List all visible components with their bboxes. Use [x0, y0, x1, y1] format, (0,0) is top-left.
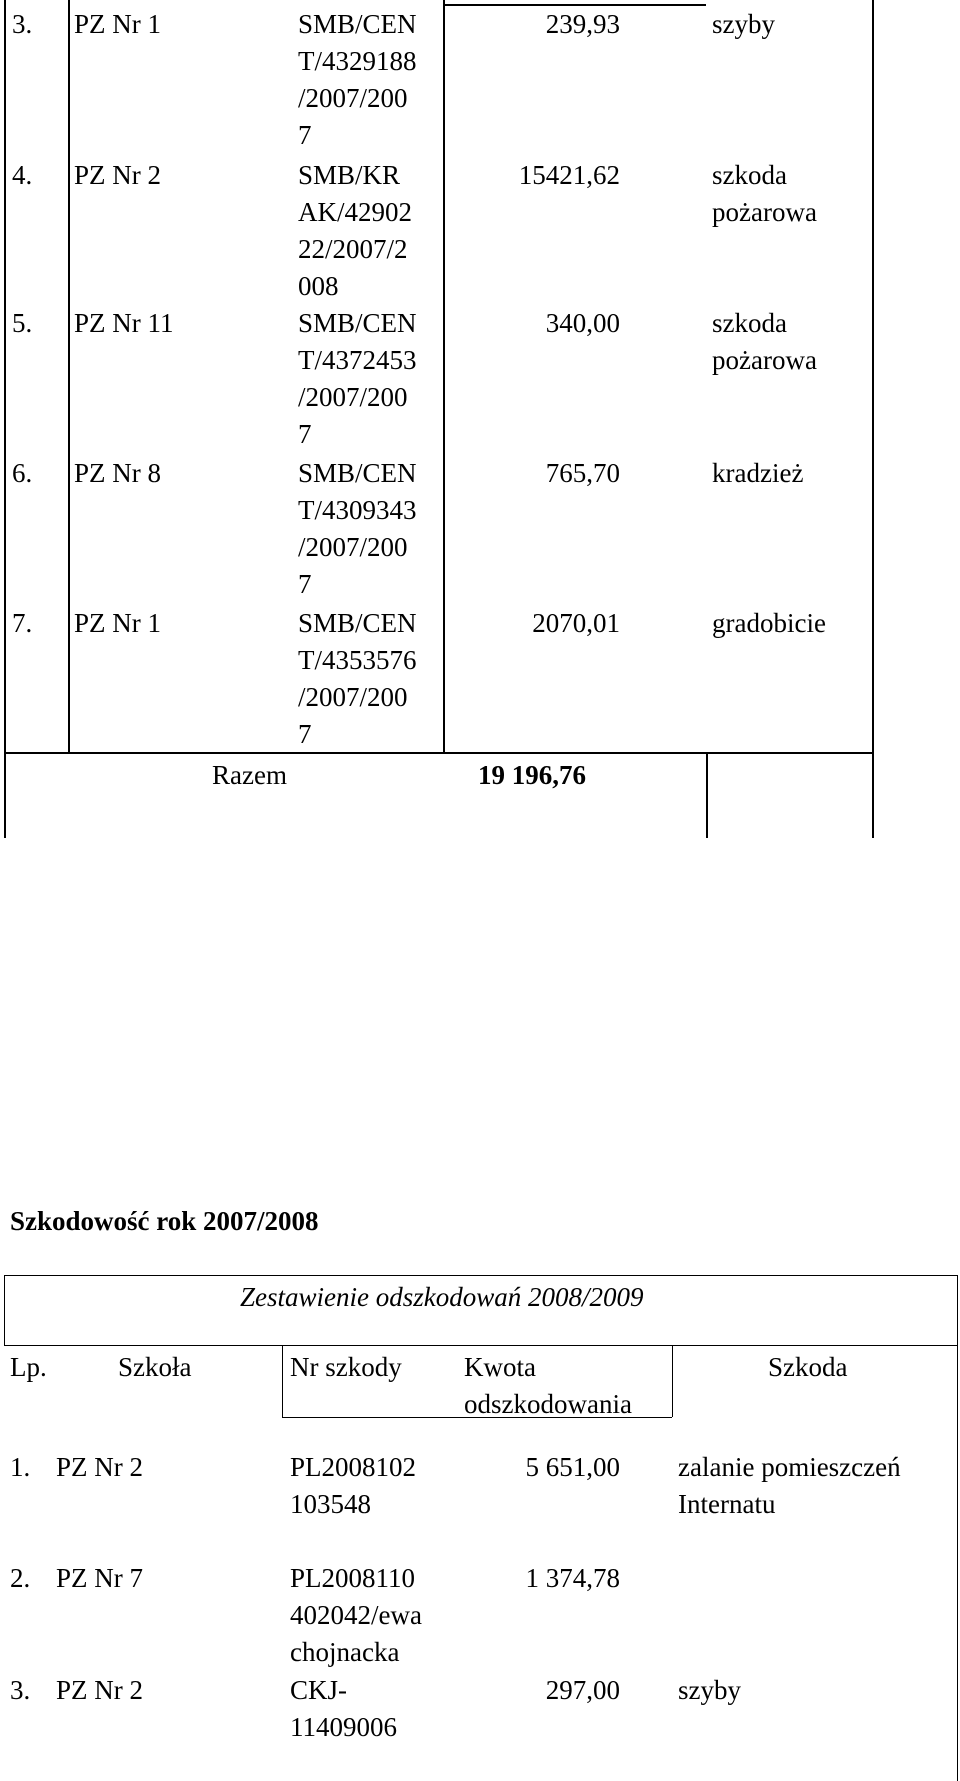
total-label: Razem	[212, 760, 287, 790]
row-lp: 3.	[10, 1675, 31, 1705]
table2-border-left	[4, 1275, 5, 1345]
row-lp: 3.	[12, 9, 33, 39]
row-claim-number: PL2008110 402042/ewa chojnacka	[290, 1563, 422, 1667]
row-damage: szyby	[678, 1675, 741, 1705]
row-school: PZ Nr 1	[74, 608, 161, 638]
row-claim-number: SMB/KR AK/42902 22/2007/2 008	[298, 160, 412, 301]
row-claim-number: SMB/CEN T/4309343 /2007/200 7	[298, 458, 417, 599]
row-school: PZ Nr 8	[74, 458, 161, 488]
row-amount: 297,00	[545, 1675, 620, 1705]
row-school: PZ Nr 1	[74, 9, 161, 39]
row-damage: zalanie pomieszczeń Internatu	[678, 1452, 901, 1519]
row-claim-number: CKJ- 11409006	[290, 1675, 397, 1742]
table1-divider-total	[706, 752, 708, 838]
table2-top-edge	[4, 1275, 958, 1276]
row-school: PZ Nr 2	[74, 160, 161, 190]
table1-divider-lp	[68, 0, 70, 752]
row-amount: 5 651,00	[525, 1452, 620, 1482]
table2-caption-line	[4, 1345, 958, 1346]
row-damage: szyby	[712, 9, 775, 39]
row-claim-number: PL2008102 103548	[290, 1452, 417, 1519]
row-claim-number: SMB/CEN T/4372453 /2007/200 7	[298, 308, 417, 449]
header-damage: Szkoda	[768, 1352, 848, 1382]
table2-divider-school	[282, 1345, 283, 1417]
row-damage: kradzież	[712, 458, 804, 488]
row-claim-number: SMB/CEN T/4329188 /2007/200 7	[298, 9, 417, 150]
table1-border-right	[872, 0, 874, 838]
row-amount: 765,70	[545, 458, 620, 488]
total-value: 19 196,76	[478, 760, 586, 790]
table2-divider-amount	[672, 1345, 673, 1417]
row-damage: szkoda pożarowa	[712, 160, 817, 227]
row-school: PZ Nr 7	[56, 1563, 143, 1593]
header-amount: Kwota odszkodowania	[464, 1352, 632, 1419]
table1-border-left	[4, 0, 6, 838]
row-amount: 15421,62	[518, 160, 620, 190]
row-amount: 340,00	[545, 308, 620, 338]
row-school: PZ Nr 2	[56, 1675, 143, 1705]
row-amount: 239,93	[545, 9, 620, 39]
row-lp: 1.	[10, 1452, 31, 1482]
row-school: PZ Nr 2	[56, 1452, 143, 1482]
row-damage: gradobicie	[712, 608, 826, 638]
row-lp: 5.	[12, 308, 33, 338]
row-damage: szkoda pożarowa	[712, 308, 817, 375]
row-amount: 2070,01	[532, 608, 620, 638]
table2-border-right	[957, 1275, 958, 1781]
table-caption: Zestawienie odszkodowań 2008/2009	[240, 1282, 644, 1312]
row-lp: 6.	[12, 458, 33, 488]
row-school: PZ Nr 11	[74, 308, 174, 338]
header-school: Szkoła	[118, 1352, 192, 1382]
row-lp: 4.	[12, 160, 33, 190]
row-claim-number: SMB/CEN T/4353576 /2007/200 7	[298, 608, 417, 749]
header-lp: Lp.	[10, 1352, 47, 1382]
row-lp: 2.	[10, 1563, 31, 1593]
row-amount: 1 374,78	[525, 1563, 620, 1593]
section-heading: Szkodowość rok 2007/2008	[10, 1206, 319, 1236]
header-claim-number: Nr szkody	[290, 1352, 402, 1382]
row-lp: 7.	[12, 608, 33, 638]
